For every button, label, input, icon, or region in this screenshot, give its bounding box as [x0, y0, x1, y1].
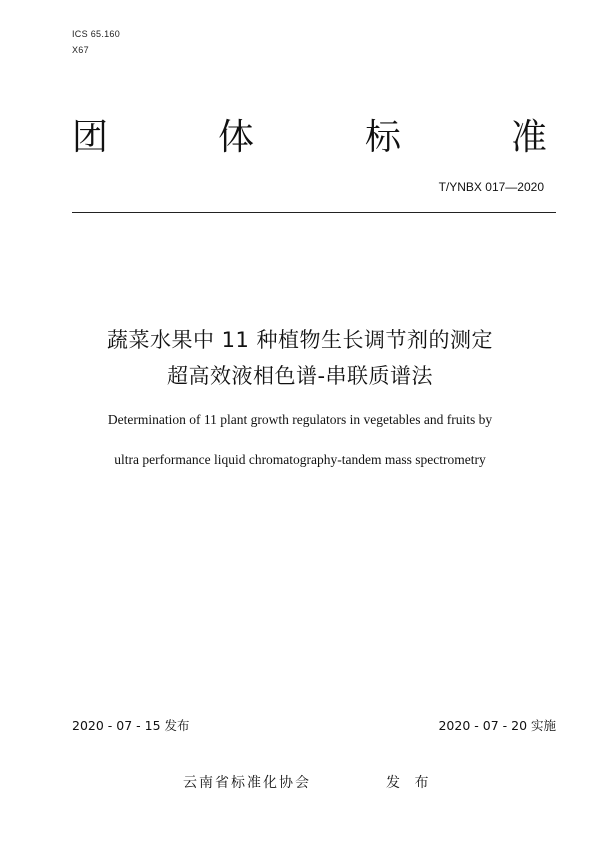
header-divider	[72, 212, 556, 213]
english-title-line-1: Determination of 11 plant growth regulators in vegetables and fruits by	[107, 412, 493, 427]
ics-code: ICS 65.160	[72, 29, 121, 39]
doc-type-char-3: 标	[365, 117, 402, 158]
implementation-date: 2020 - 07 - 20 实施	[438, 718, 556, 733]
issuing-organization: 云南省标准化协会	[183, 775, 311, 791]
doc-type-char-4: 准	[511, 117, 548, 158]
english-title-line-2: ultra performance liquid chromatography-tandem mass spectrometry	[114, 452, 486, 467]
classification-code: X67	[72, 45, 89, 55]
chinese-title-line-1: 蔬菜水果中 11 种植物生长调节剂的测定	[106, 328, 494, 352]
doc-type-char-1: 团	[72, 117, 109, 158]
publication-date: 2020 - 07 - 15 发布	[72, 718, 190, 733]
issue-label: 发 布	[386, 775, 434, 791]
doc-type-char-2: 体	[218, 117, 255, 158]
chinese-title-line-2: 超高效液相色谱-串联质谱法	[166, 364, 434, 388]
standard-number: T/YNBX 017—2020	[438, 180, 544, 194]
